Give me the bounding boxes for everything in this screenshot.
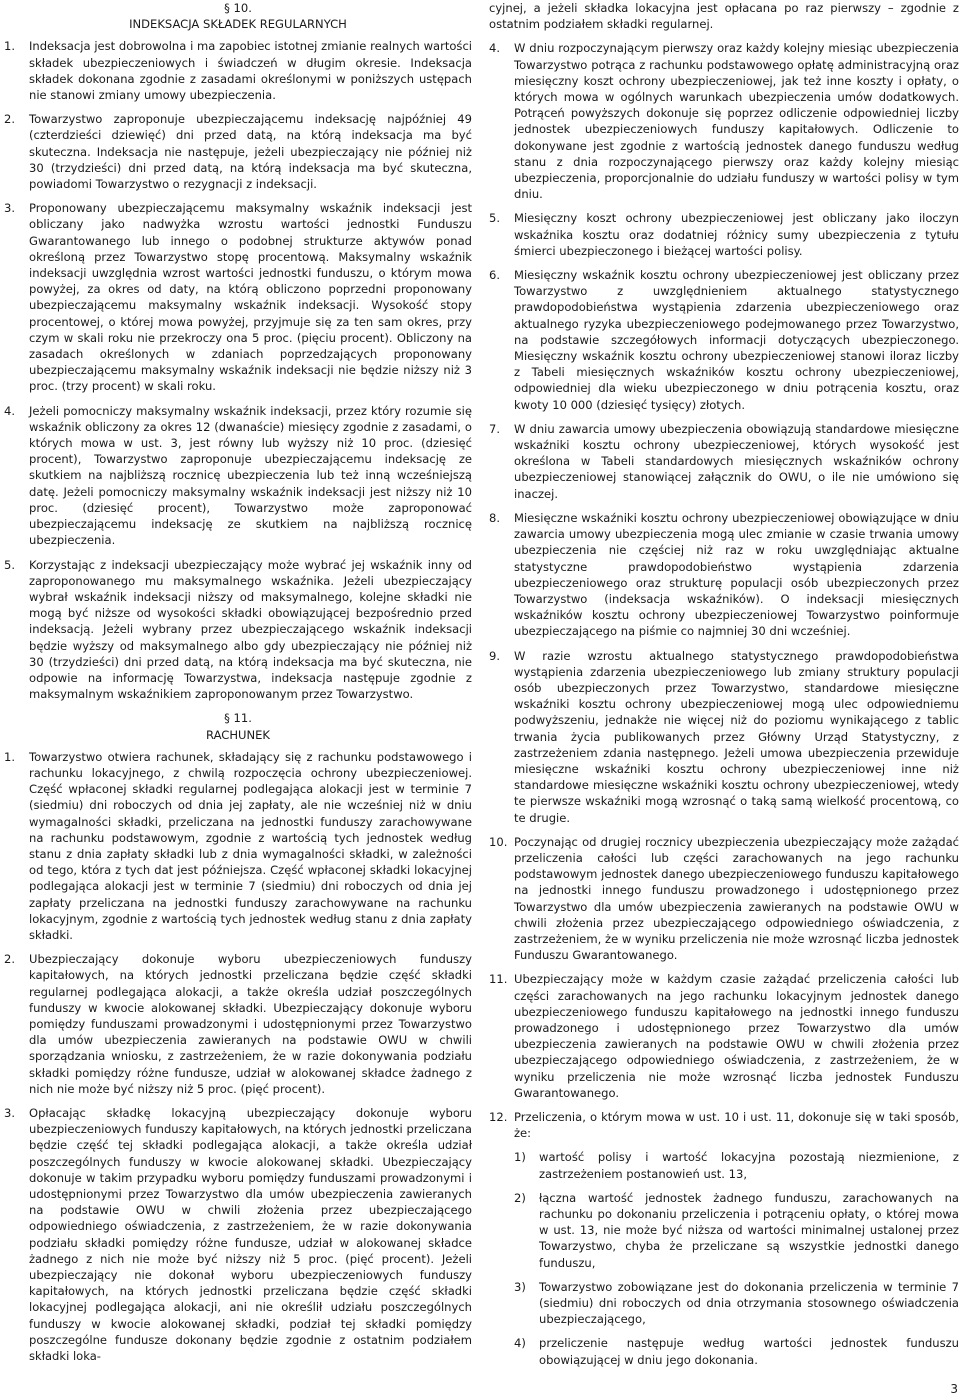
paragraph-text: Towarzystwo zaproponuje ubezpieczającemu indeksację najpóźniej 49 (czterdzieści dziewięć) dni przed datą, na którą indeksacja ma być skuteczna. Indeksacja nie następuje, jeżeli ubezpieczający nie później niż 30 (trzydzieści) dni przed datą, na którą indeksacja ma być skuteczna, powiadomi Towarzystwo o rezygnacji z indeksacji. <box>29 112 472 192</box>
sub-point <box>514 1190 959 1271</box>
paragraph-number: 3. <box>4 1106 16 1120</box>
sub-point <box>514 1149 959 1181</box>
sub-point-text: wartość polisy i wartość lokacyjna pozostają niezmienione, z zastrzeżeniem postanowień ust. 13, <box>539 1150 959 1181</box>
numbered-paragraph <box>4 38 472 103</box>
numbered-paragraph <box>4 951 472 1097</box>
paragraph-number: 2. <box>4 952 16 967</box>
paragraph-text: Miesięczne wskaźniki kosztu ochrony ubezpieczeniowej obowiązujące w dniu zawarcia umowy ubezpieczenia mogą ulec zmianie w czasie trwania umowy ubezpieczenia nie częściej niż raz w roku uwzględniając aktualne statystyczne prawdopodobieństwo wystąpienia zdarzenia ubezpieczeniowego oraz strukturę populacji osób ubezpieczonych przez Towarzystwo (indeksacja wskaźników). O indeksacji miesięcznych wskaźników kosztu ochrony ubezpieczeniowej Towarzystwo poinformuje ubezpieczającego na piśmie co najmniej 30 dni wcześniej. <box>514 510 959 639</box>
paragraph-number: 11. <box>489 972 508 987</box>
paragraph-text: W dniu zawarcia umowy ubezpieczenia obowiązują standardowe miesięczne wskaźniki kosztu ochrony ubezpieczeniowej, których wysokość jest określona w Tabeli standardowych miesięcznych wskaźników ochrony ubezpieczeniowej stanowiącej załącznik do OWU, o ile nie umówiono się inaczej. <box>514 421 959 501</box>
right-column <box>489 0 959 1376</box>
numbered-paragraph <box>4 1105 472 1364</box>
paragraph-text: Towarzystwo otwiera rachunek, składający się z rachunku podstawowego i rachunku lokacyjnego, z chwilą rozpoczęcia ochrony ubezpieczeniowej. Część wpłaconej składki regularnej podlegająca alokacji jest w terminie 7 (siedmiu) dni roboczych od dnia jej zapłaty, ale nie wcześniej niż w dniu wymagalności składki, przeliczana na jednostki funduszy zarachowywane na rachunku podstawowym, zgodnie z wartością tych jednostek według stanu z dnia zapłaty składki lub z dnia wymagalności składki, w zależności od tego, która z tych dat jest późniejsza. Część wpłaconej składki lokacyjnej podlegająca alokacji jest w terminie 7 (siedmiu) dni roboczych od dnia jej zapłaty przeliczana na jednostki funduszy zarachowywane na rachunku lokacyjnym, zgodnie z wartością tych jednostek według stanu z dnia zapłaty składki. <box>29 749 472 942</box>
numbered-paragraph <box>489 510 959 640</box>
numbered-paragraph <box>4 749 472 943</box>
numbered-paragraph <box>489 648 959 826</box>
numbered-paragraph <box>4 111 472 192</box>
sub-point-number: 3) <box>514 1279 526 1294</box>
paragraph-number: 6. <box>489 268 501 283</box>
numbered-paragraph <box>489 267 959 413</box>
paragraph-number: 1. <box>4 749 16 764</box>
left-column <box>4 0 472 1372</box>
page-number: 3 <box>950 1382 958 1396</box>
paragraph-text: Poczynając od drugiej rocznicy ubezpieczenia ubezpieczający może zażądać przeliczenia całości lub części zarachowanych na jego rachunku podstawowym jednostek danego ubezpieczeniowego funduszu kapitałowego na jednostki innego funduszu prowadzonego i udostępnionego przez Towarzystwo dla umów ubezpieczenia zawieranych na podstawie OWU w chwili złożenia przez ubezpieczającego odpowiedniego oświadczenia, z zastrzeżeniem, że w wyniku przeliczenia nie może wzrosnąć liczba jednostek Funduszu Gwarantowanego. <box>514 834 959 963</box>
sub-point <box>514 1279 959 1328</box>
sub-point-text: przeliczenie następuje według wartości jednostek funduszu obowiązującej w dniu jego dokonania. <box>539 1336 959 1367</box>
paragraph-text: Jeżeli pomocniczy maksymalny wskaźnik indeksacji, przez który rozumie się wskaźnik obliczony za okres 12 (dwanaście) miesięcy zgodnie z zasadami, o których mowa w ust. 3, jest równy lub wyższy niż 10 proc. (dziesięć procent), Towarzystwo zaproponuje ubezpieczającemu indeksację ze skutkiem na najbliższą rocznicę ubezpieczenia lub też inną wcześniejszą datę. Jeżeli pomocniczy maksymalny wskaźnik indeksacji jest niższy niż 10 proc. (dziesięć procent), Towarzystwo może zaproponować ubezpieczającemu indeksację ze skutkiem na najbliższą rocznicę ubezpieczenia. <box>29 403 472 548</box>
paragraph-number: 9. <box>489 648 501 663</box>
section-11-list-continued <box>489 40 959 1367</box>
paragraph-number: 5. <box>4 557 16 572</box>
paragraph-text: Przeliczenia, o którym mowa w ust. 10 i ust. 11, dokonuje się w taki sposób, że: <box>514 1110 959 1141</box>
sub-point <box>514 1335 959 1367</box>
numbered-paragraph <box>489 971 959 1101</box>
paragraph-number: 10. <box>489 834 508 849</box>
paragraph-number: 1. <box>4 39 16 54</box>
numbered-paragraph <box>4 557 472 703</box>
paragraph-number: 7. <box>489 421 501 436</box>
numbered-paragraph <box>489 1109 959 1368</box>
sub-point-number: 1) <box>514 1150 526 1165</box>
sub-point-number: 2) <box>514 1190 526 1205</box>
section-10-title: INDEKSACJA SKŁADEK REGULARNYCH <box>129 17 347 32</box>
paragraph-text: Korzystając z indeksacji ubezpieczający może wybrać jej wskaźnik inny od zaproponowanego mu maksymalnego wskaźnika. Jeżeli ubezpieczający wybrał wskaźnik indeksacji niższy od maksymalnego, kolejne składki nie mogą być niższe od wysokości składki obowiązującej bezpośrednio przed indeksacją. Jeżeli wybrany przez ubezpieczającego wskaźnik indeksacji będzie wyższy od maksymalnego albo gdy ubezpieczający nie później niż 30 (trzydzieści) dni przed datą, na którą indeksacja ma być skuteczna, nie odpowie na informację Towarzystwa, indeksacja następuje zgodnie z maksymalnym wskaźnikiem zaproponowanym przez Towarzystwo. <box>29 557 472 702</box>
section-11-list <box>4 749 472 1365</box>
paragraph-number: 2. <box>4 112 16 127</box>
numbered-paragraph <box>489 40 959 202</box>
section-10-number: § 10. <box>224 1 252 15</box>
section-11-title: RACHUNEK <box>206 727 270 742</box>
paragraph-number: 3. <box>4 201 16 216</box>
numbered-paragraph <box>4 403 472 549</box>
paragraph-text: W razie wzrostu aktualnego statystycznego prawdopodobieństwa wystąpienia zdarzenia ubezpieczeniowego lub zmiany struktury populacji osób ubezpieczonych przez Towarzystwo, standardowe miesięczne wskaźniki kosztu ochrony ubezpieczeniowej mogą ulec odpowiedniemu podwyższeniu, jednakże nie więcej niż do poziomu wynikającego z tablic trwania życia publikowanych przez Główny Urząd Statystyczny, z zastrzeżeniem zdania następnego. Jeżeli umowa ubezpieczenia przewiduje miesięczne wskaźniki kosztu ochrony ubezpieczeniowej inne niż standardowe miesięczne wskaźniki kosztu ochrony ubezpieczeniowej, wtedy te pierwsze wskaźniki mogą wzrosnąć o taką samą wielkość procentową, co te drugie. <box>514 648 959 825</box>
paragraph-text: Proponowany ubezpieczającemu maksymalny wskaźnik indeksacji jest obliczany jako nadwyżka wzrostu wartości jednostki Funduszu Gwarantowanego lub innego o podobnej strukturze aktywów ponad określoną przez Towarzystwo stopę procentową. Maksymalny wskaźnik indeksacji uwzględnia wzrost wartości jednostki funduszu, o którym mowa powyżej, za okres od daty, na którą obliczono poprzedni proponowany ubezpieczającemu maksymalny wskaźnik indeksacji. Wysokość stopy procentowej, o której mowa powyżej, przyjmuje się za ten sam okres, przy czym w skali roku nie przekroczy ona 5 proc. (pięciu procent). Obliczony na zasadach określonych w zdaniach poprzedzających proponowany ubezpieczającemu maksymalny wskaźnik indeksacji nie będzie niższy niż 3 proc. (trzy procent) w skali roku. <box>29 201 472 394</box>
paragraph-number: 5. <box>489 211 501 226</box>
sub-point-number: 4) <box>514 1336 526 1351</box>
paragraph-number: 8. <box>489 510 501 525</box>
paragraph-text: Indeksacja jest dobrowolna i ma zapobiec istotnej zmianie realnych wartości składek ubezpieczeniowych i świadczeń w długim okresie. Indeksacja składek dokonana zgodnie z zasadami określonymi w poniższych ustępach nie stanowi zmiany umowy ubezpieczenia. <box>29 39 472 103</box>
paragraph-text: Ubezpieczający może w każdym czasie zażądać przeliczenia całości lub części zarachowanych na jego rachunku lokacyjnym jednostek danego ubezpieczeniowego funduszu kapitałowego na jednostki innego funduszu prowadzonego i udostępnionego przez Towarzystwo dla umów ubezpieczenia zawieranych na podstawie OWU w chwili złożenia przez ubezpieczającego odpowiedniego oświadczenia, z zastrzeżeniem, że w wyniku przeliczenia nie może wzrosnąć liczba jednostek Funduszu Gwarantowanego. <box>514 972 959 1100</box>
sub-point-text: łączna wartość jednostek żadnego funduszu, zarachowanych na rachunku po dokonaniu przeliczenia i potrąceniu opłaty, o której mowa w ust. 13, nie może być niższa od wartości minimalnej ustalonej przez Towarzystwo, chyba że przeliczane są wszystkie jednostki danego funduszu, <box>539 1190 959 1270</box>
section-11-number: § 11. <box>224 711 252 726</box>
paragraph-text: W dniu rozpoczynającym pierwszy oraz każdy kolejny miesiąc ubezpieczenia Towarzystwo potrąca z rachunku podstawowego opłatę administracyjną oraz miesięczny koszt ochrony ubezpieczeniowej, jak też inne koszty i opłaty, o których mowa w ogólnych warunkach ubezpieczenia umów dodatkowych. Potrąceń powyższych dokonuje się poprzez odliczenie odpowiedniej liczby jednostek ubezpieczeniowych funduszy kapitałowych. Odliczenie to dokonywane jest zgodnie z wartością jednostek danego funduszu według stanu z dnia rozpoczynającego pierwszy oraz każdy kolejny miesiąc ubezpieczenia, proporcjonalnie do udziału funduszy w wartości polisy w tym dniu. <box>514 41 959 202</box>
section-10-heading <box>4 0 472 32</box>
paragraph-number: 4. <box>4 403 16 418</box>
paragraph-text: Miesięczny wskaźnik kosztu ochrony ubezpieczeniowej jest obliczany przez Towarzystwo z uwzględnieniem aktualnego statystycznego prawdopodobieństwa wystąpienia zdarzenia ubezpieczeniowego oraz aktualnego ryzyka ubezpieczeniowego podejmowanego przez Towarzystwo, na podstawie szczegółowych informacji dotyczących ubezpieczonego. Miesięczny wskaźnik kosztu ochrony ubezpieczeniowej stanowi iloraz liczby z Tabeli miesięcznych wskaźników kosztu ochrony ubezpieczeniowej, odpowiedniej dla wieku ubezpieczonego w dniu potrącenia kosztu, oraz kwoty 10 000 (dziesięć tysięcy) złotych. <box>514 268 959 412</box>
sub-point-text: Towarzystwo zobowiązane jest do dokonania przeliczenia w terminie 7 (siedmiu) dni roboczych od dnia otrzymania stosownego oświadczenia ubezpieczającego, <box>539 1279 959 1327</box>
numbered-paragraph <box>489 421 959 502</box>
paragraph-number: 4. <box>489 41 501 56</box>
paragraph-number: 12. <box>489 1110 508 1124</box>
section-11-heading <box>4 710 472 742</box>
paragraph-text: Opłacając składkę lokacyjną ubezpieczający dokonuje wyboru ubezpieczeniowych funduszy kapitałowych, na których jednostki przeliczana będzie część tej składki podlegająca alokacji, a także określa udział poszczególnych funduszy w kwocie alokowanej składki. Ubezpieczający dokonuje w takim przypadku wyboru pomiędzy funduszami prowadzonymi i udostępnionymi przez Towarzystwo dla umów ubezpieczenia zawieranych na podstawie OWU w chwili złożenia przez ubezpieczającego odpowiedniego oświadczenia, z zastrzeżeniem, że w razie dokonywania podziału składki pomiędzy różne fundusze, udział w alokowanej składce żadnego z nich nie może być niższy niż 5 proc. (pięć procent). Jeżeli ubezpieczający nie dokonał wyboru ubezpieczeniowych funduszy kapitałowych, na których jednostki przeliczana będzie część składki lokacyjnej podlegająca alokacji, ani nie określił udziału poszczególnych funduszy w kwocie alokowanej składki, podział tej składki pomiędzy poszczególne fundusze dokonany będzie zgodnie z ostatnim podziałem składki loka- <box>29 1106 472 1364</box>
section-10-list <box>4 38 472 702</box>
numbered-paragraph <box>489 210 959 259</box>
numbered-paragraph <box>4 200 472 394</box>
continued-paragraph: cyjnej, a jeżeli składka lokacyjna jest opłacana po raz pierwszy – zgodnie z ostatnim podziałem składki regularnej. <box>489 1 959 32</box>
numbered-paragraph <box>489 834 959 964</box>
paragraph-text: Ubezpieczający dokonuje wyboru ubezpieczeniowych funduszy kapitałowych, na których jednostki przeliczana będzie część składki regularnej podlegająca alokacji, a także określa udział poszczególnych funduszy w kwocie alokowanej składki. Ubezpieczający dokonuje wyboru pomiędzy funduszami prowadzonymi i udostępnionymi przez Towarzystwo dla umów ubezpieczenia zawieranych na podstawie OWU w chwili sporządzania wniosku, z zastrzeżeniem, że w razie dokonywania podziału składki pomiędzy różne fundusze, udział w alokowanej składce żadnego z nich nie może być niższy niż 5 proc. (pięć procent). <box>29 952 472 1096</box>
paragraph-text: Miesięczny koszt ochrony ubezpieczeniowej jest obliczany jako iloczyn wskaźnika kosztu oraz dodatniej różnicy sumy ubezpieczenia z tytułu śmierci ubezpieczonego i bieżącej wartości polisy. <box>514 211 959 258</box>
